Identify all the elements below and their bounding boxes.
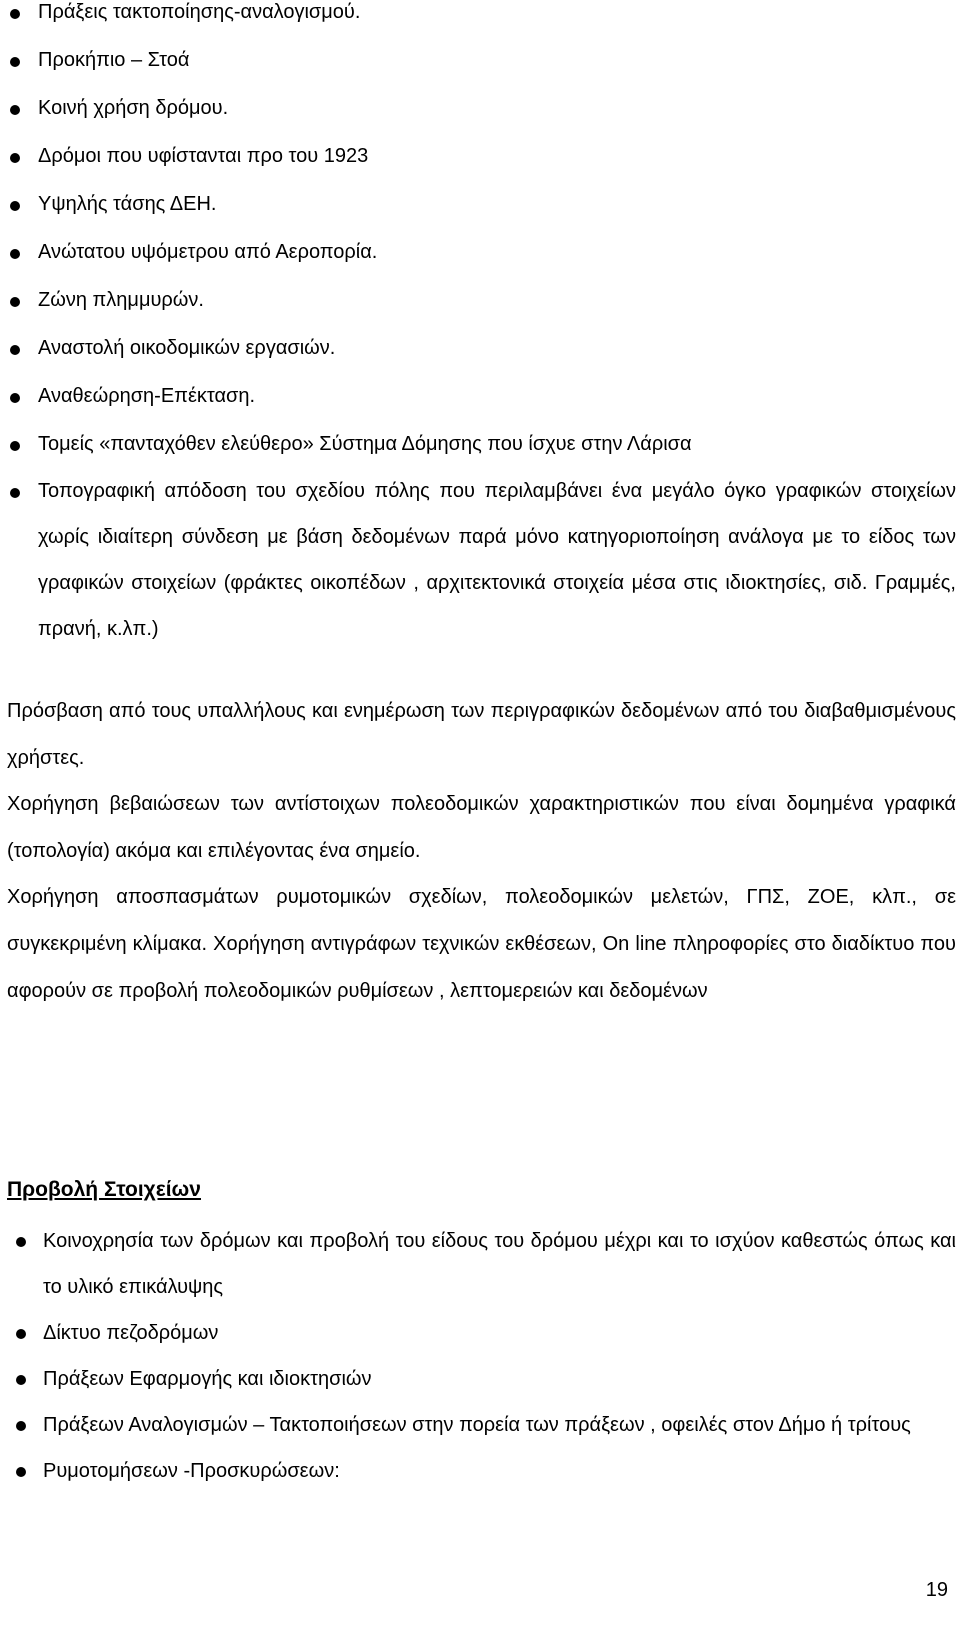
list-item-text: Προκήπιο – Στοά: [38, 49, 190, 71]
list-item: [0, 336, 956, 360]
list-item-text: Πράξεων Εφαρμογής και ιδιοκτησιών: [43, 1368, 372, 1390]
bottom-bullet-list: [0, 1218, 956, 1494]
list-item: [0, 144, 956, 168]
bullet-icon: [10, 441, 20, 451]
bullet-icon: [10, 9, 20, 19]
list-item: [0, 0, 956, 24]
list-item: [0, 468, 956, 652]
list-item: [0, 384, 956, 408]
list-item: [0, 1310, 956, 1356]
bullet-icon: [10, 201, 20, 211]
list-item: [0, 432, 956, 456]
bullet-icon: [10, 57, 20, 67]
list-item-text: Αναστολή οικοδομικών εργασιών.: [38, 337, 336, 359]
list-item: [0, 240, 956, 264]
bullet-icon: [10, 105, 20, 115]
bullet-icon: [10, 393, 20, 403]
list-item-text: Ρυμοτομήσεων -Προσκυρώσεων:: [43, 1460, 340, 1482]
list-item-text: Δρόμοι που υφίστανται προ του 1923: [38, 145, 369, 167]
list-item-text: Τομείς «πανταχόθεν ελεύθερο» Σύστημα Δόμησης που ίσχυε στην Λάρισα: [38, 433, 692, 455]
list-item-text: Πράξεις τακτοποίησης-αναλογισμού.: [38, 1, 361, 23]
bullet-icon: [16, 1329, 26, 1339]
list-item: [0, 192, 956, 216]
list-item: [0, 1218, 956, 1310]
bullet-icon: [16, 1375, 26, 1385]
list-item-text: Αναθεώρηση-Επέκταση.: [38, 385, 256, 407]
list-item: [0, 288, 956, 312]
list-item-text: Κοινή χρήση δρόμου.: [38, 97, 229, 119]
bullet-icon: [16, 1467, 26, 1477]
list-item-text: Τοπογραφική απόδοση του σχεδίου πόλης που περιλαμβάνει ένα μεγάλο όγκο γραφικών στοιχείων χωρίς ιδιαίτερη σύνδεση με βάση δεδομένων παρά μόνο κατηγοριοποίηση ανάλογα με το είδος των γραφικών στοιχείων (φράκτες οικοπέδων , αρχιτεκτονικά στοιχεία μέσα στις ιδιοκτησίες, σιδ. Γραμμές, πρανή, κ.λπ.): [38, 480, 956, 640]
list-item: [0, 1356, 956, 1402]
bullet-icon: [10, 345, 20, 355]
section-title: Προβολή Στοιχείων: [7, 1178, 201, 1201]
paragraph-access: Πρόσβαση από τους υπαλλήλους και ενημέρωση των περιγραφικών δεδομένων από του διαβαθμισμένους χρήστες.: [7, 700, 956, 769]
paragraph-extracts: Χορήγηση αποσπασμάτων ρυμοτομικών σχεδίων, πολεοδομικών μελετών, ΓΠΣ, ΖΟΕ, κλπ., σε συγκεκριμένη κλίμακα. Χορήγηση αντιγράφων τεχνικών εκθέσεων, On line πληροφορίες στο διαδίκτυο που αφορούν σε προβολή πολεοδομικών ρυθμίσεων , λεπτομερειών και δεδομένων: [7, 886, 956, 1002]
bullet-icon: [16, 1421, 26, 1431]
bullet-icon: [10, 153, 20, 163]
bullet-icon: [10, 297, 20, 307]
list-item: [0, 96, 956, 120]
bullet-icon: [10, 249, 20, 259]
paragraph-certificates: Χορήγηση βεβαιώσεων των αντίστοιχων πολεοδομικών χαρακτηριστικών που είναι δομημένα γραφικά (τοπολογία) ακόμα και επιλέγοντας ένα σημείο.: [7, 793, 956, 862]
list-item-text: Πράξεων Αναλογισμών – Τακτοποιήσεων στην πορεία των πράξεων , οφειλές στον Δήμο ή τρίτους: [43, 1414, 911, 1436]
list-item-text: Κοινοχρησία των δρόμων και προβολή του είδους του δρόμου μέχρι και το ισχύον καθεστώς όπως και το υλικό επικάλυψης: [43, 1230, 956, 1298]
bullet-icon: [16, 1237, 26, 1247]
top-bullet-list: [0, 0, 956, 652]
list-item: [0, 1402, 956, 1448]
list-item-text: Δίκτυο πεζοδρόμων: [43, 1322, 219, 1344]
list-item-text: Υψηλής τάσης ΔΕΗ.: [38, 193, 217, 215]
page-number: 19: [925, 1579, 948, 1601]
list-item: [0, 48, 956, 72]
bullet-icon: [10, 488, 20, 498]
list-item-text: Ζώνη πλημμυρών.: [38, 289, 204, 311]
list-item: [0, 1448, 956, 1494]
list-item-text: Ανώτατου υψόμετρου από Αεροπορία.: [38, 241, 378, 263]
